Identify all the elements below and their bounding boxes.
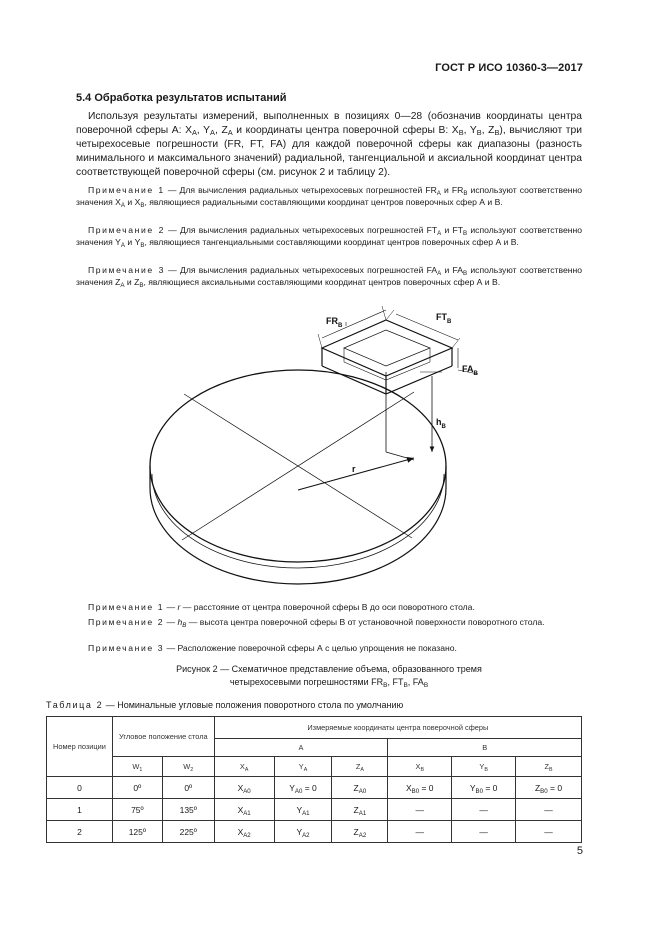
document-header: ГОСТ Р ИСО 10360-3—2017 xyxy=(435,62,583,74)
table-row: 0 0º 0º $X_{A0}$ $Y_{A0} = 0$ $Z_{A0}$ $X_{B0} = 0$ $Y_{B0} = 0$ $Z_{B0} = 0$ xyxy=(47,777,582,799)
turntable-rim-inner xyxy=(152,474,444,568)
header-ya: $Y_A$ xyxy=(274,757,332,777)
figure-note-2: Примечание 2 — $h_B$ — высота центра поверочной сферы В от установочной поверхности поворотного стола. xyxy=(88,617,545,629)
header-xa: $X_A$ xyxy=(214,757,274,777)
angular-positions-table xyxy=(46,716,582,843)
fa-label: $FA_B$ xyxy=(462,364,478,377)
fr-ext-left xyxy=(318,334,322,348)
section-title: 5.4 Обработка результатов испытаний xyxy=(76,92,287,104)
turntable-rim xyxy=(150,466,446,584)
figure-note-1: Примечание 1 — r — расстояние от центра поверочной сферы В до оси поворотного стола. xyxy=(88,602,475,612)
table-row: 2 125º 225º $X_{A2}$ $Y_{A2}$ $Z_{A2}$ — — — xyxy=(47,821,582,843)
main-paragraph: Используя результаты измерений, выполненных в позициях 0—28 (обозначив координаты центра поверочной сферы A: $X_A$, $Y_A$, $Z_A$ и координаты центра поверочной сферы B: $X_B$, $Y_B$, $Z_B$), вычисляют три четырехосевые погрешности (FR, FT, FA) для каждой поверочной сферы как диапазоны (разность минимального и максимального значений) радиальной, тангенциальной и аксиальной координат центра соответствующей поверочной сферы (см. рисунок 2 и таблицу 2). xyxy=(76,111,582,178)
note-3: Примечание 3 — Для вычисления радиальных четырехосевых погрешностей $FA_A$ и $FA_B$ используют соответственно значения $Z_A$ и $Z_B$, являющиеся аксиальными составляющими координат центров поверочных сфер А и В. xyxy=(76,265,583,289)
page-number: 5 xyxy=(576,845,583,857)
ft-dim-line xyxy=(396,314,458,340)
sphere-post-to-edge xyxy=(386,452,414,460)
header-w2: $W_2$ xyxy=(162,757,214,777)
fr-ext-right xyxy=(382,306,386,320)
diameter-line-2 xyxy=(182,392,414,540)
table-caption: Таблица 2 — Номинальные угловые положения поворотного стола по умолчанию xyxy=(46,700,404,710)
figure-caption: Рисунок 2 — Схематичное представление объема, образованного тремя четырехосевыми погрешностями $FR_B$, $FT_B$, $FA_B$ xyxy=(176,664,482,689)
header-w1: $W_1$ xyxy=(112,757,162,777)
header-group-a: A xyxy=(214,739,388,757)
ft-label: $FT_B$ xyxy=(436,312,452,325)
ft-ext-right xyxy=(452,338,460,348)
header-group-b: B xyxy=(388,739,582,757)
header-angular: Угловое положение стола xyxy=(112,717,214,757)
fr-label: $FR_B$ xyxy=(326,316,343,329)
box-inner-top xyxy=(344,330,430,366)
header-za: $Z_A$ xyxy=(332,757,388,777)
table-row: 1 75º 135º $X_{A1}$ $Y_{A1}$ $Z_{A1}$ — — — xyxy=(47,799,582,821)
figure-note-3: Примечание 3 — Расположение поверочной сферы А с целью упрощения не показано. xyxy=(88,643,457,653)
note-1: Примечание 1 — Для вычисления радиальных четырехосевых погрешностей $FR_A$ и $FR_B$ используют соответственно значения $X_A$ и $X_B$, являющиеся радиальными составляющими координат центров поверочных сфер А и В. xyxy=(76,185,583,209)
note-2: Примечание 2 — Для вычисления радиальных четырехосевых погрешностей $FT_A$ и $FT_B$ используют соответственно значения $Y_A$ и $Y_B$, являющиеся тангенциальными составляющими координат центров поверочных сфер А и В. xyxy=(76,225,582,249)
header-xb: $X_B$ xyxy=(388,757,452,777)
height-label: $h_B$ xyxy=(436,417,446,430)
header-yb: $Y_B$ xyxy=(452,757,516,777)
header-zb: $Z_B$ xyxy=(516,757,582,777)
ft-ext-left xyxy=(386,310,394,320)
radius-label: r xyxy=(352,464,356,474)
header-measured: Измеряемые координаты центра поверочной сферы xyxy=(214,717,581,739)
header-position: Номер позиции xyxy=(47,717,113,777)
radius-arrow xyxy=(298,458,414,490)
